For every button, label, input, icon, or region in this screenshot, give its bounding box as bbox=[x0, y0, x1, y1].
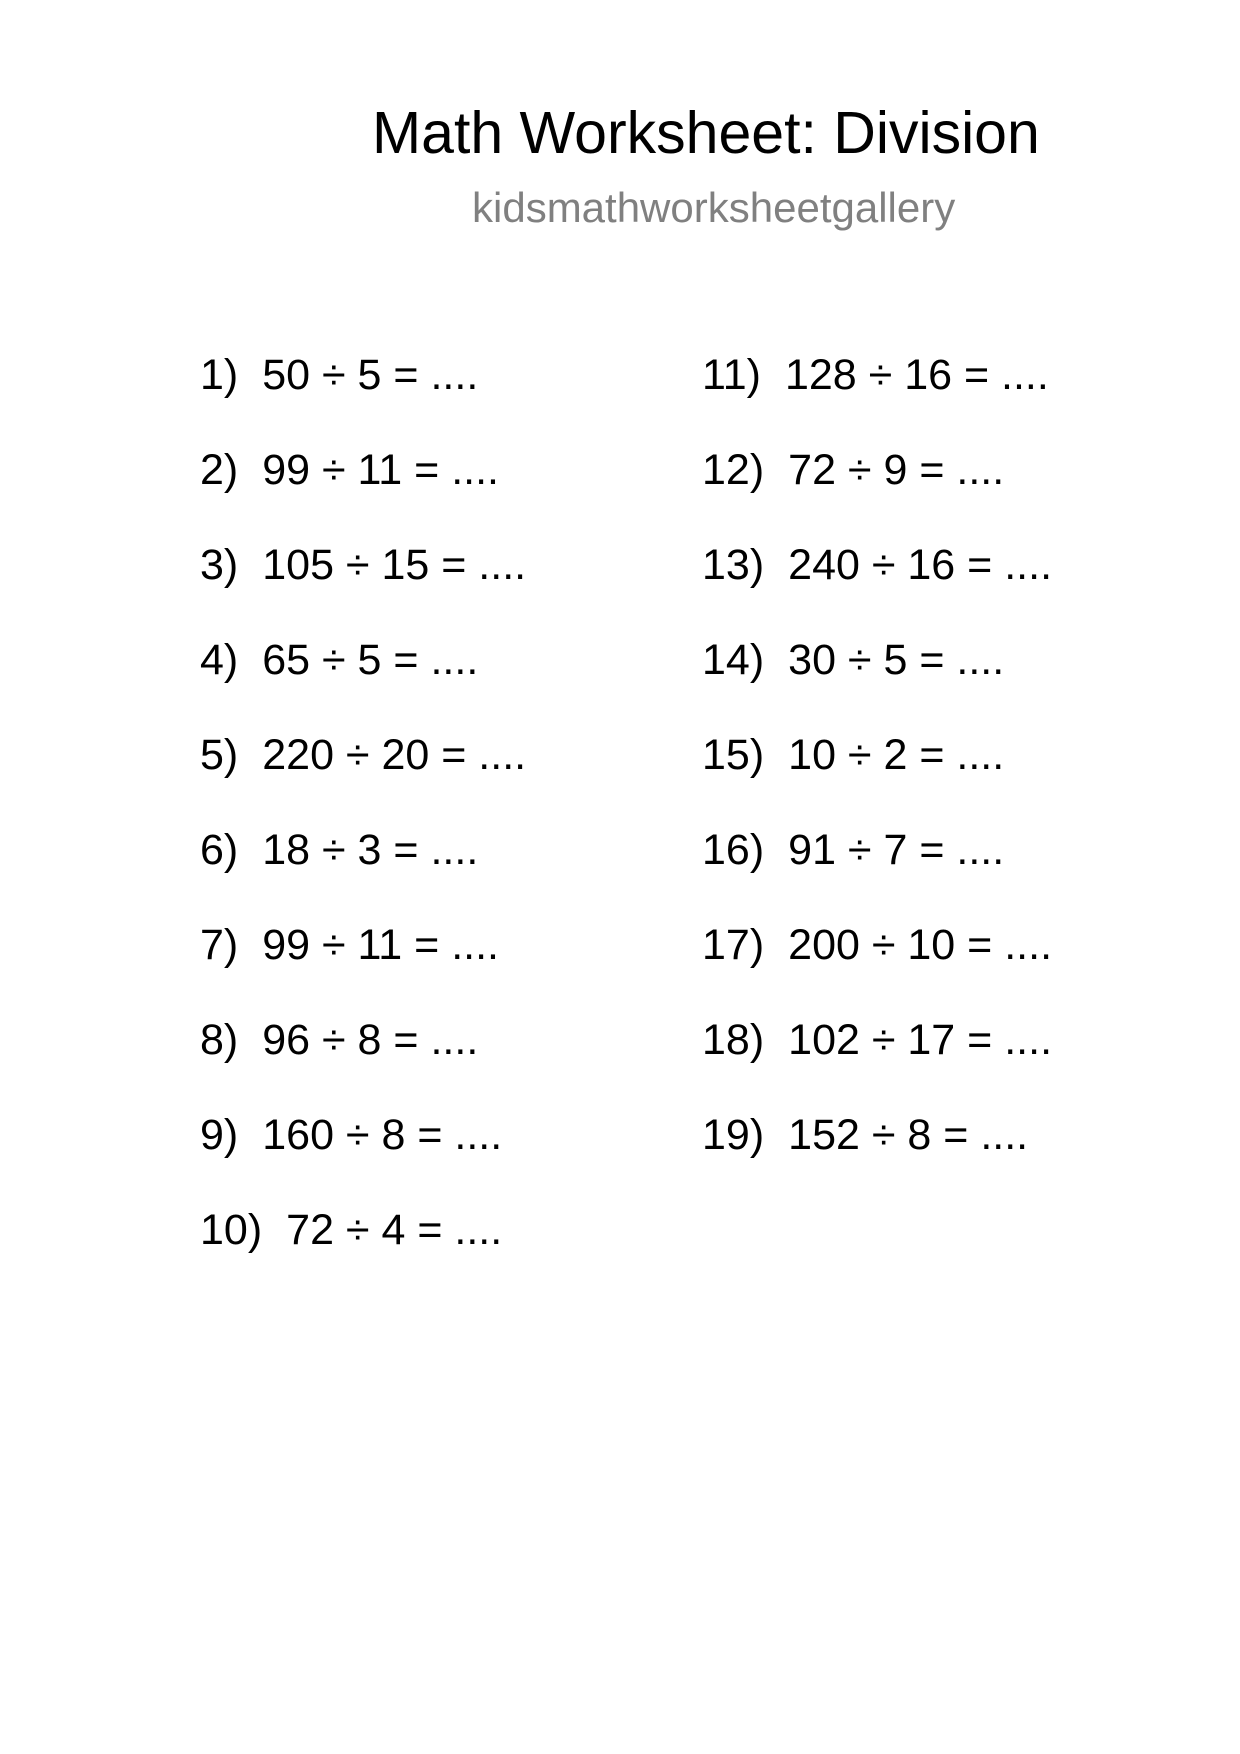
problem-expression: 91 ÷ 7 = .... bbox=[788, 826, 1005, 874]
problem-number: 8) bbox=[200, 1016, 239, 1064]
problem-18 bbox=[702, 1010, 1052, 1105]
problem-number: 6) bbox=[200, 826, 239, 874]
problem-6 bbox=[200, 820, 526, 915]
problem-number: 16) bbox=[702, 826, 765, 874]
problem-12 bbox=[702, 440, 1052, 535]
left-problem-column bbox=[200, 345, 526, 1295]
problem-number: 12) bbox=[702, 446, 765, 494]
problem-number: 5) bbox=[200, 731, 239, 779]
right-problem-column bbox=[702, 345, 1052, 1200]
problem-19 bbox=[702, 1105, 1052, 1200]
problem-number: 15) bbox=[702, 731, 765, 779]
worksheet-title: Math Worksheet: Division bbox=[372, 100, 1040, 166]
problem-expression: 96 ÷ 8 = .... bbox=[262, 1016, 479, 1064]
problem-14 bbox=[702, 630, 1052, 725]
problem-expression: 10 ÷ 2 = .... bbox=[788, 731, 1005, 779]
problem-number: 1) bbox=[200, 351, 239, 399]
problem-expression: 99 ÷ 11 = .... bbox=[262, 446, 499, 494]
problem-number: 3) bbox=[200, 541, 239, 589]
problem-5 bbox=[200, 725, 526, 820]
problem-expression: 99 ÷ 11 = .... bbox=[262, 921, 499, 969]
problem-expression: 72 ÷ 4 = .... bbox=[286, 1206, 503, 1254]
problem-expression: 240 ÷ 16 = .... bbox=[788, 541, 1053, 589]
problem-number: 9) bbox=[200, 1111, 239, 1159]
problem-number: 17) bbox=[702, 921, 765, 969]
problem-7 bbox=[200, 915, 526, 1010]
problem-number: 10) bbox=[200, 1206, 263, 1254]
problem-4 bbox=[200, 630, 526, 725]
problem-17 bbox=[702, 915, 1052, 1010]
problem-13 bbox=[702, 535, 1052, 630]
problem-1 bbox=[200, 345, 526, 440]
worksheet-subtitle: kidsmathworksheetgallery bbox=[472, 184, 956, 231]
problem-expression: 50 ÷ 5 = .... bbox=[262, 351, 479, 399]
problem-expression: 30 ÷ 5 = .... bbox=[788, 636, 1005, 684]
problem-expression: 102 ÷ 17 = .... bbox=[788, 1016, 1053, 1064]
problem-16 bbox=[702, 820, 1052, 915]
problem-expression: 65 ÷ 5 = .... bbox=[262, 636, 479, 684]
problem-15 bbox=[702, 725, 1052, 820]
problem-expression: 160 ÷ 8 = .... bbox=[262, 1111, 503, 1159]
problem-number: 19) bbox=[702, 1111, 765, 1159]
problem-number: 13) bbox=[702, 541, 765, 589]
problem-2 bbox=[200, 440, 526, 535]
problem-number: 7) bbox=[200, 921, 239, 969]
problem-number: 2) bbox=[200, 446, 239, 494]
problem-8 bbox=[200, 1010, 526, 1105]
problem-number: 18) bbox=[702, 1016, 765, 1064]
problem-9 bbox=[200, 1105, 526, 1200]
problem-3 bbox=[200, 535, 526, 630]
problem-expression: 220 ÷ 20 = .... bbox=[262, 731, 527, 779]
problem-11 bbox=[702, 345, 1052, 440]
problem-expression: 105 ÷ 15 = .... bbox=[262, 541, 527, 589]
problem-number: 14) bbox=[702, 636, 765, 684]
problem-expression: 72 ÷ 9 = .... bbox=[788, 446, 1005, 494]
problem-expression: 18 ÷ 3 = .... bbox=[262, 826, 479, 874]
problem-10 bbox=[200, 1200, 526, 1295]
problem-expression: 200 ÷ 10 = .... bbox=[788, 921, 1053, 969]
problem-number: 4) bbox=[200, 636, 239, 684]
problem-expression: 128 ÷ 16 = .... bbox=[784, 351, 1049, 399]
problem-expression: 152 ÷ 8 = .... bbox=[788, 1111, 1029, 1159]
problem-number: 11) bbox=[702, 351, 761, 399]
